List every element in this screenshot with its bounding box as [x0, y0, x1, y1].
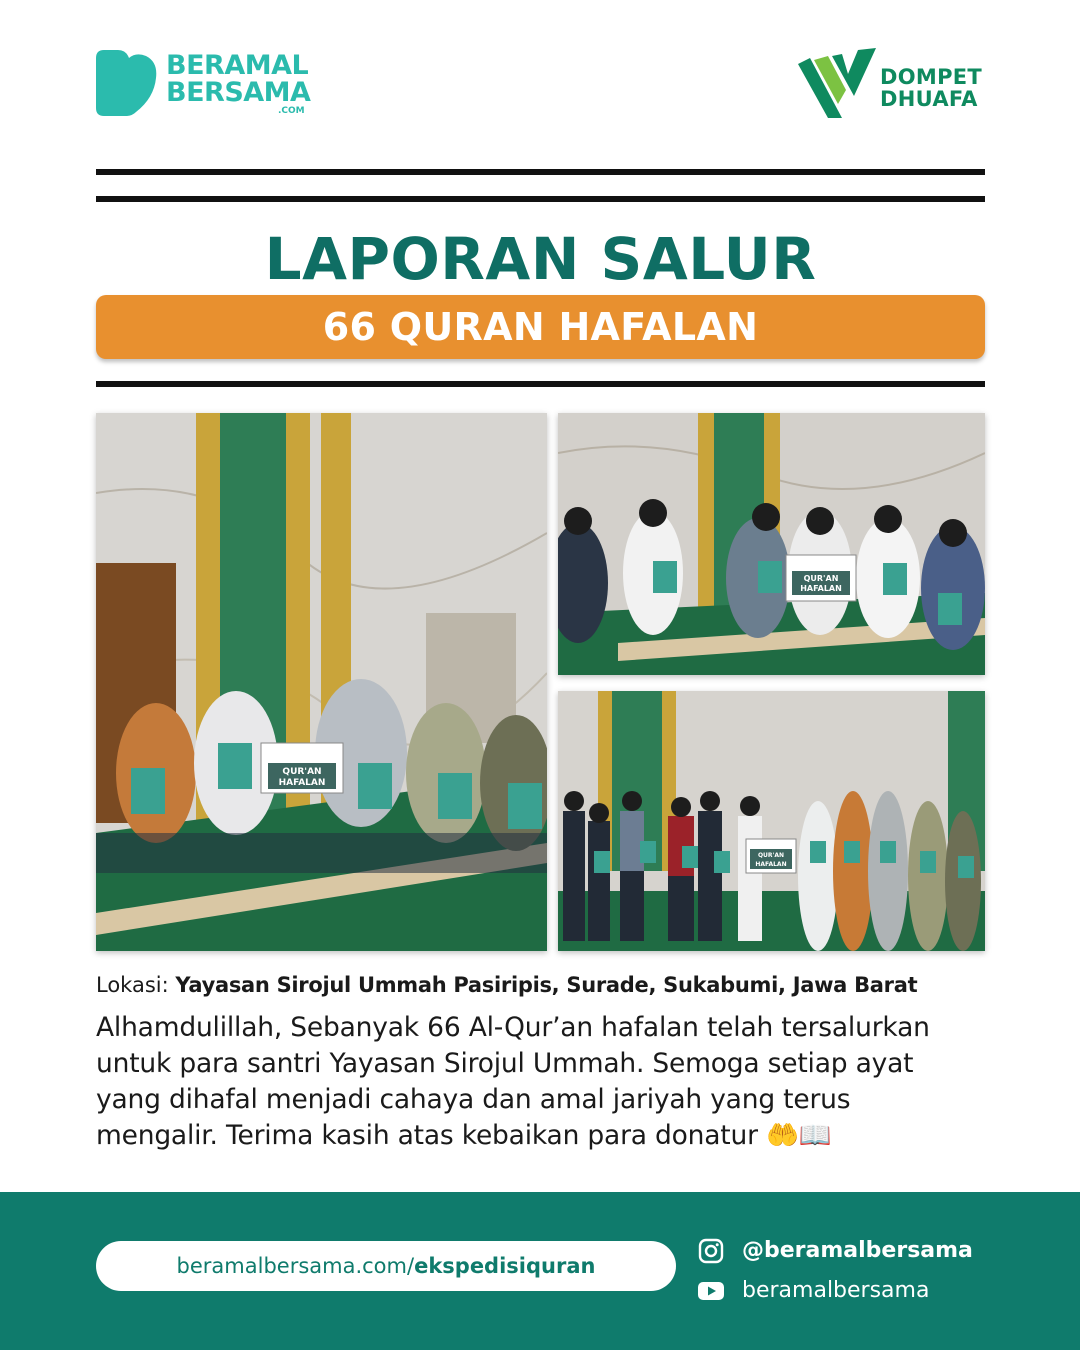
sign-line1: QUR'AN — [757, 852, 785, 859]
subtitle-text: 66 QURAN HAFALAN — [322, 305, 759, 349]
sign-line1: QUR'AN — [282, 767, 322, 777]
description-line-3: yang dihafal menjadi cahaya dan amal jariyah yang terus — [96, 1084, 851, 1115]
heart-logo-icon — [96, 50, 158, 116]
beramal-bersama-logo — [96, 50, 316, 120]
description-line-1: Alhamdulillah, Sebanyak 66 Al-Qur’an hafalan telah tersalurkan — [96, 1012, 930, 1043]
url-prefix: beramalbersama.com/ — [176, 1254, 415, 1278]
location-line — [96, 970, 996, 1000]
brand-suffix: .COM — [278, 106, 305, 116]
instagram-icon — [698, 1238, 724, 1264]
divider-top-2 — [96, 196, 985, 202]
youtube-link[interactable] — [698, 1274, 1038, 1308]
dompet-dhuafa-logo — [798, 46, 998, 122]
subtitle-banner — [96, 295, 985, 359]
divider-top-1 — [96, 169, 985, 175]
campaign-link[interactable] — [96, 1241, 676, 1291]
youtube-icon — [698, 1278, 724, 1304]
sign-line2: HAFALAN — [800, 584, 842, 593]
location-label: Lokasi: — [96, 973, 169, 997]
sign-line2: HAFALAN — [278, 778, 326, 788]
location-value: Yayasan Sirojul Ummah Pasiripis, Surade, Sukabumi, Jawa Barat — [175, 973, 918, 997]
photo-santri-group-standing — [558, 691, 985, 951]
page-title: LAPORAN SALUR — [264, 225, 817, 293]
photo-santri-girls — [96, 413, 547, 951]
description-line-2: untuk para santri Yayasan Sirojul Ummah. Semoga setiap ayat — [96, 1048, 914, 1079]
sign-line1: QUR'AN — [803, 574, 839, 583]
description-line-4: mengalir. Terima kasih atas kebaikan para donatur 🤲📖 — [96, 1120, 832, 1151]
divider-bottom — [96, 381, 985, 387]
instagram-handle: @beramalbersama — [742, 1238, 973, 1263]
youtube-handle: beramalbersama — [742, 1278, 930, 1303]
instagram-link[interactable] — [698, 1234, 1038, 1268]
description — [96, 1010, 996, 1154]
brand-name: BERAMAL BERSAMA — [166, 50, 311, 108]
sign-line2: HAFALAN — [755, 861, 787, 868]
brand-name-right: DOMPET DHUAFA — [880, 65, 983, 111]
dompet-dhuafa-emblem-icon — [798, 46, 878, 122]
photo-santri-boys-seated — [558, 413, 985, 675]
url-path: ekspedisiquran — [414, 1254, 596, 1278]
